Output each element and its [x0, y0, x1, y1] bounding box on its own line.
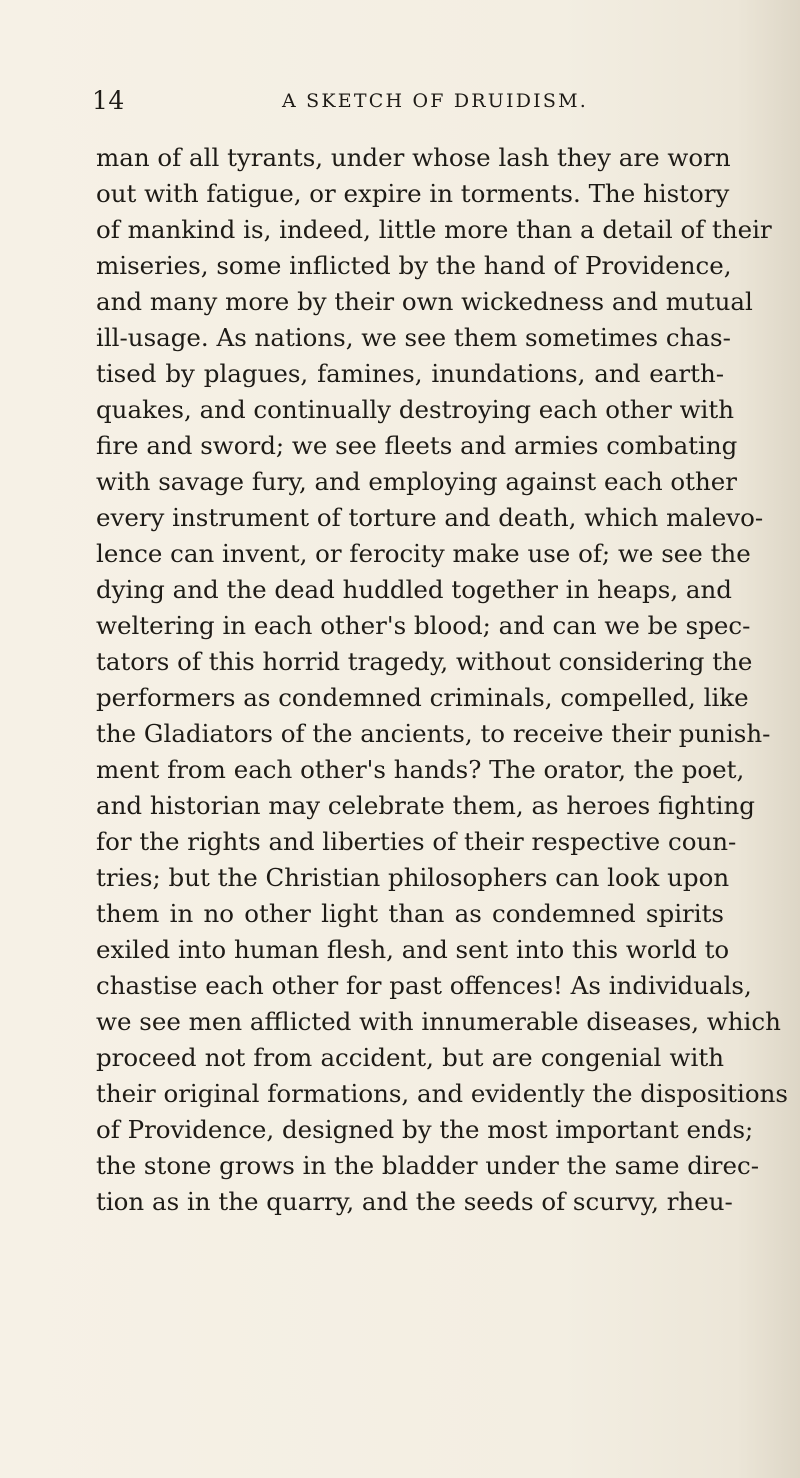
text-line: and many more by their own wickedness and mutual [96, 287, 753, 316]
text-line: exiled into human flesh, and sent into this world to [96, 935, 730, 964]
text-line: the Gladiators of the ancients, to receive their punish- [96, 719, 771, 748]
text-line: chastise each other for past offences! As individuals, [96, 971, 752, 1000]
text-line: them in no other light than as condemned spirits [96, 899, 724, 928]
text-line: every instrument of torture and death, which malevo- [96, 503, 764, 532]
text-line: lence can invent, or ferocity make use of; we see the [96, 539, 751, 568]
text-line: out with fatigue, or expire in torments. The history [96, 179, 730, 208]
text-line: proceed not from accident, but are congenial with [96, 1043, 724, 1072]
text-line: tised by plagues, famines, inundations, and earth- [96, 359, 724, 388]
text-line: of mankind is, indeed, little more than a detail of their [96, 215, 772, 244]
body-text [96, 140, 788, 1220]
text-line: for the rights and liberties of their respective coun- [96, 827, 737, 856]
text-line: dying and the dead huddled together in heaps, and [96, 575, 732, 604]
text-line: their original formations, and evidently the dispositions [96, 1079, 788, 1108]
text-line: tries; but the Christian philosophers can look upon [96, 863, 730, 892]
text-line: we see men afflicted with innumerable diseases, which [96, 1007, 781, 1036]
text-line: ill-usage. As nations, we see them sometimes chas- [96, 323, 731, 352]
text-line: performers as condemned criminals, compelled, like [96, 683, 749, 712]
text-line: weltering in each other's blood; and can we be spec- [96, 611, 751, 640]
text-line: ment from each other's hands? The orator, the poet, [96, 755, 745, 784]
text-line: fire and sword; we see fleets and armies combating [96, 431, 738, 460]
text-line: man of all tyrants, under whose lash they are worn [96, 143, 731, 172]
text-line: miseries, some inflicted by the hand of Providence, [96, 251, 732, 280]
text-line: with savage fury, and employing against each other [96, 467, 738, 496]
text-line: and historian may celebrate them, as heroes fighting [96, 791, 755, 820]
text-line: of Providence, designed by the most important ends; [96, 1115, 754, 1144]
text-line: tators of this horrid tragedy, without considering the [96, 647, 753, 676]
page-number: 14 [92, 86, 125, 115]
text-line: tion as in the quarry, and the seeds of scurvy, rheu- [96, 1187, 733, 1216]
running-title: A SKETCH OF DRUIDISM. [282, 90, 588, 112]
text-line: quakes, and continually destroying each other with [96, 395, 735, 424]
text-line: the stone grows in the bladder under the same direc- [96, 1151, 760, 1180]
page-header [92, 86, 732, 126]
